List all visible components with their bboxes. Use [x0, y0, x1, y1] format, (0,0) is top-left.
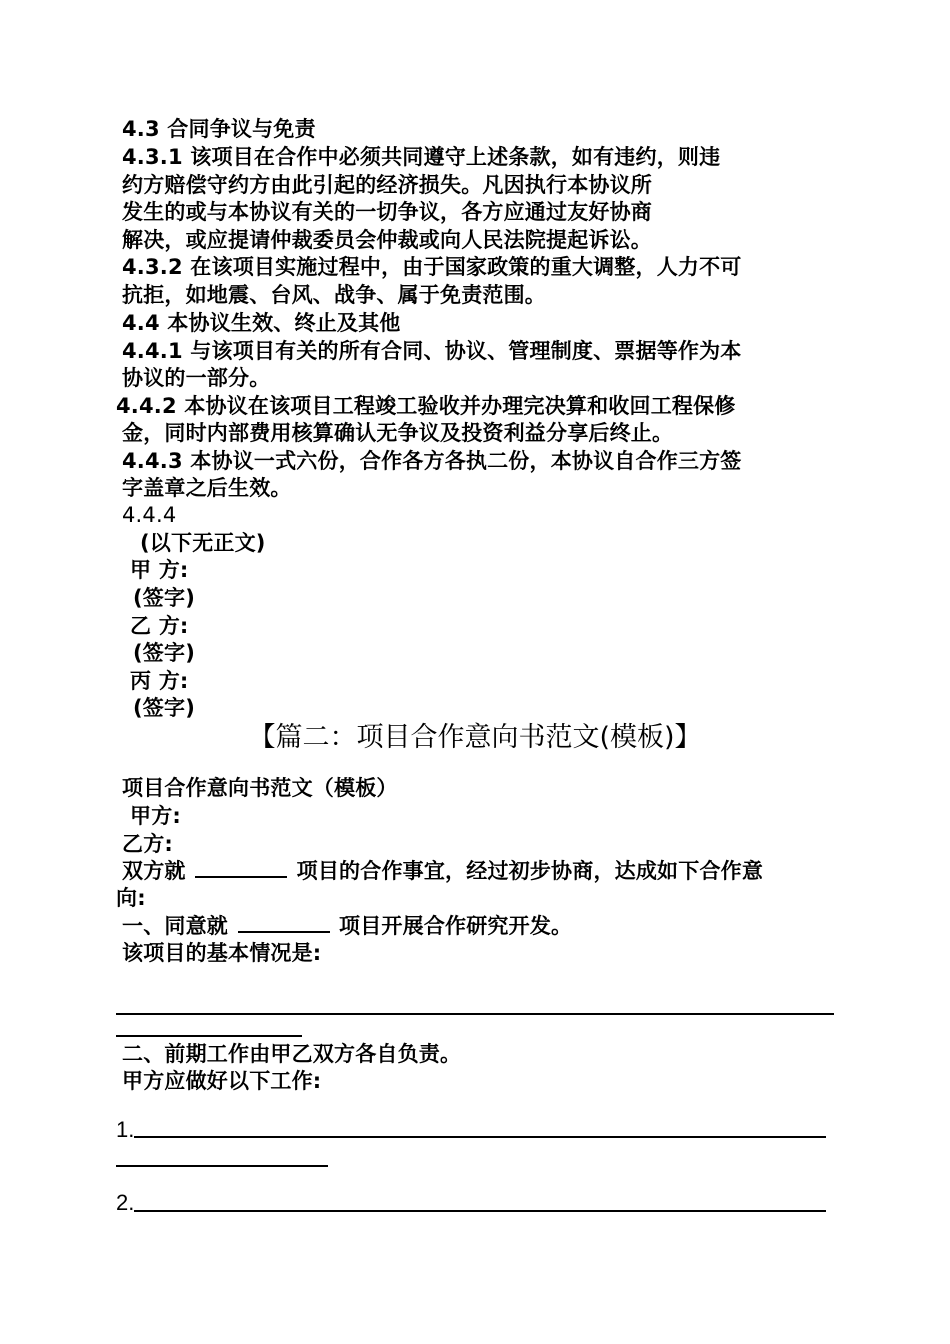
part-2-title: 【篇二：项目合作意向书范文(模板)】 — [248, 722, 702, 753]
project-name-blank[interactable] — [195, 858, 287, 878]
item-2-number: 2. — [116, 1190, 135, 1215]
intro-line-1 — [122, 858, 763, 885]
clause-1-suffix: 项目开展合作研究开发。 — [339, 914, 573, 938]
section-4-3-heading: 4.3 合同争议与免责 — [122, 117, 316, 141]
document-title: 项目合作意向书范文（模板） — [122, 776, 398, 800]
clause-4-3-1-line-4: 解决，或应提请仲裁委员会仲裁或向人民法院提起诉讼。 — [122, 228, 652, 252]
party-b-label: 乙 方: — [130, 614, 189, 638]
clause-4-4-3-line-1: 4.4.3 本协议一式六份，合作各方各执二份，本协议自合作三方签 — [122, 449, 742, 473]
clause-4-3-1-line-3: 发生的或与本协议有关的一切争议，各方应通过友好协商 — [122, 200, 652, 224]
item-1-blank-line-2[interactable] — [116, 1165, 328, 1167]
clause-4-4-2-line-1: 4.4.2 本协议在该项目工程竣工验收并办理完决算和收回工程保修 — [116, 394, 736, 418]
clause-4-4-2-line-2: 金，同时内部费用核算确认无争议及投资利益分享后终止。 — [122, 421, 674, 445]
intro-prefix: 双方就 — [122, 859, 186, 883]
party-c-signature: (签字) — [133, 696, 195, 720]
party-b-line: 乙方: — [122, 832, 173, 856]
clause-4-4-4: 4.4.4 — [122, 503, 177, 527]
party-a-signature: (签字) — [133, 586, 195, 610]
party-c-label: 丙 方: — [130, 669, 189, 693]
item-1-blank-line[interactable] — [134, 1136, 826, 1138]
clause-4-4-1-line-2: 协议的一部分。 — [122, 366, 271, 390]
party-a-work-label: 甲方应做好以下工作: — [122, 1069, 322, 1093]
section-4-4-heading: 4.4 本协议生效、终止及其他 — [122, 311, 401, 335]
clause-2: 二、前期工作由甲乙双方各自负责。 — [122, 1042, 462, 1066]
party-a-label: 甲 方: — [130, 558, 189, 582]
basic-info-blank-line-1[interactable] — [116, 1013, 834, 1015]
clause-1-prefix: 一、同意就 — [122, 914, 228, 938]
intro-line-2: 向: — [116, 886, 146, 910]
clause-4-4-1-line-1: 4.4.1 与该项目有关的所有合同、协议、管理制度、票据等作为本 — [122, 339, 742, 363]
basic-info-label: 该项目的基本情况是: — [122, 941, 322, 965]
clause-4-3-2-line-1: 4.3.2 在该项目实施过程中，由于国家政策的重大调整，人力不可 — [122, 255, 742, 279]
item-1-number: 1. — [116, 1117, 135, 1142]
clause-1 — [122, 913, 572, 940]
clause-4-3-2-line-2: 抗拒，如地震、台风、战争、属于免责范围。 — [122, 283, 546, 307]
item-2-blank-line[interactable] — [134, 1210, 826, 1212]
party-a-line: 甲方: — [130, 804, 181, 828]
no-more-text-note: (以下无正文) — [140, 531, 266, 555]
intro-suffix: 项目的合作事宜，经过初步协商，达成如下合作意 — [296, 859, 764, 883]
clause-4-3-1-line-2: 约方赔偿守约方由此引起的经济损失。凡因执行本协议所 — [122, 173, 652, 197]
clause-1-project-blank[interactable] — [238, 913, 330, 933]
clause-4-4-3-line-2: 字盖章之后生效。 — [122, 476, 292, 500]
party-b-signature: (签字) — [133, 641, 195, 665]
basic-info-blank-line-2[interactable] — [116, 1035, 302, 1037]
clause-4-3-1-line-1: 4.3.1 该项目在合作中必须共同遵守上述条款，如有违约，则违 — [122, 145, 721, 169]
